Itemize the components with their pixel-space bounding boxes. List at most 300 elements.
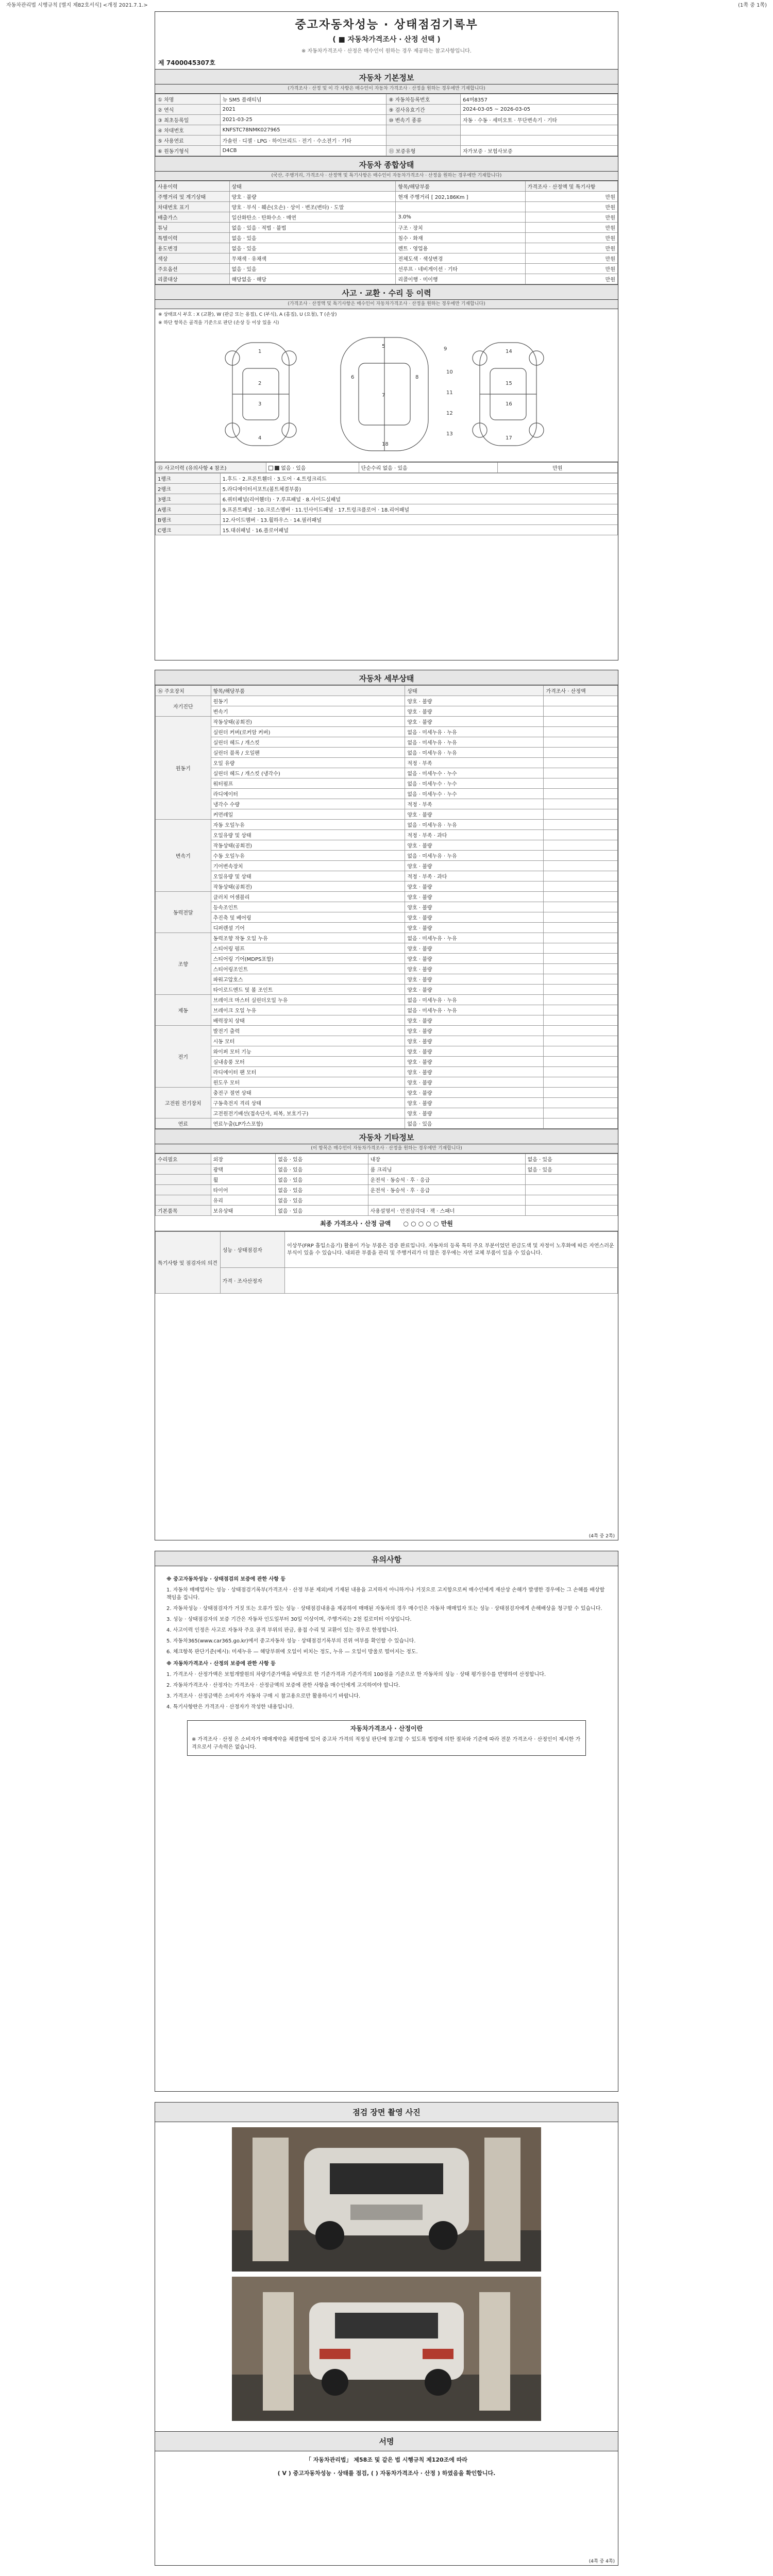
detail-state: 양호 · 불량 [405,923,544,933]
detail-state: 양호 · 불량 [405,964,544,974]
overall-header-state: 상태 [229,181,396,192]
other-table [155,1154,618,1216]
detail-price [544,1077,618,1088]
detail-item: 실내송풍 모터 [211,1057,405,1067]
detail-row [156,1005,618,1015]
page-meta [0,0,773,7]
detail-state: 없음 · 미세누유 · 누유 [405,851,544,861]
overall-row [156,212,618,223]
detail-price [544,840,618,851]
basic-value: 뉴 SM5 플래티넘 [220,94,386,105]
basic-row [156,135,618,146]
other-cell: 사용설명서 · 안전삼각대 · 잭 · 스패너 [368,1206,525,1216]
basic-value: 가솔린 · 디젤 · LPG · 하이브리드 · 전기 · 수소전기 · 기타 [220,135,386,146]
notice-item-4: 4. 사고이력 인정은 사고로 자동차 주요 골격 부위의 판금, 용접 수리 및 교환이 있는 경우로 한정합니다. [166,1628,398,1633]
detail-row [156,902,618,912]
part-number-2: 2 [258,381,262,386]
accident-summary-label: ⑮ 사고이력 (유의사항 4 참조) [156,463,266,473]
detail-row [156,1118,618,1129]
detail-item: 실린더 커버(로커암 커버) [211,727,405,737]
appraisal-box-title: 자동차가격조사 · 산정이란 [350,1725,423,1732]
detail-row [156,943,618,954]
other-cell [525,1185,617,1195]
rank-items: 15.대쉬패널 · 16.플로어패널 [220,525,617,535]
part-number-11: 11 [446,390,453,396]
overall-item-detail: 구조 · 장치 [396,223,525,233]
rank-row [156,525,618,535]
detail-item: 디퍼렌셜 기어 [211,923,405,933]
rank-label: 3랭크 [156,494,221,504]
special-appraiser-text [285,1268,618,1294]
special-table [155,1231,618,1294]
detail-row [156,1088,618,1098]
page-2-marker: (4쪽 중 2쪽) [589,1534,615,1539]
detail-row [156,1057,618,1067]
notice-item-3: 3. 성능 · 상태점검자의 보증 기간은 자동차 인도일부터 30일 이상이며, 주행거리는 2천 킬로미터 이상입니다. [166,1617,412,1622]
part-number-12: 12 [446,411,453,416]
detail-row [156,954,618,964]
detail-item: 작동상태(공회전) [211,717,405,727]
detail-price [544,1057,618,1067]
basic-key: ③ 최초등록일 [156,115,221,125]
basic-value: 2021-03-25 [220,115,386,125]
overall-item-state: 양호 · 부식 · 훼손(오손) · 상이 · 변조(변타) · 도말 [229,202,396,212]
detail-row [156,871,618,882]
overall-item-name: 튜닝 [156,223,230,233]
notice-price-item-1: 1. 가격조사 · 산정가액은 보험개발원의 차량기준가액을 바탕으로 한 기준가격과 기준가격의 100점을 기준으로 한 자동차의 성능 · 상태 평가점수를 반영하여 산정합니다. [166,1672,546,1677]
part-number-7: 7 [382,393,385,398]
overall-item-detail: 렌트 · 영업용 [396,243,525,253]
detail-price [544,1108,618,1118]
detail-header-device: ⑯ 주요장치 [156,686,211,696]
notice-page [155,1551,618,2092]
detail-row [156,820,618,830]
rank-row [156,504,618,515]
notice-title: 유의사항 [155,1551,618,1566]
overall-item-name: 배출가스 [156,212,230,223]
sign-line-1: 「 자동차관리법」 제58조 및 같은 법 시행규칙 제120조에 따라 [305,2456,468,2463]
detail-price [544,789,618,799]
detail-item: 실린더 블록 / 오일팬 [211,748,405,758]
detail-price [544,1046,618,1057]
detail-state: 없음 · 미세누유 · 누유 [405,737,544,748]
final-price [155,1216,618,1231]
overall-item-state: 무채색 · 유채색 [229,253,396,264]
detail-row [156,882,618,892]
part-number-18: 18 [382,442,389,447]
detail-price [544,943,618,954]
other-cell: 보유상태 [211,1206,276,1216]
detail-item: 등속조인트 [211,902,405,912]
overall-row [156,243,618,253]
detail-state: 양호 · 불량 [405,861,544,871]
overall-row [156,202,618,212]
basic-value [461,135,618,146]
detail-state: 양호 · 불량 [405,882,544,892]
overall-item-price: 만원 [525,243,617,253]
detail-state: 없음 · 미세누유 · 누유 [405,727,544,737]
detail-price [544,954,618,964]
detail-row [156,974,618,985]
detail-row [156,964,618,974]
notice-price-item-4: 4. 특기사항란은 가격조사 · 산정자가 작성한 내용입니다. [166,1704,294,1710]
other-title: 자동차 기타정보 [155,1129,618,1144]
detail-state: 양호 · 불량 [405,1036,544,1046]
basic-row [156,105,618,115]
detail-price [544,933,618,943]
overall-item-price: 만원 [525,192,617,202]
detail-item: 구동축전지 격리 상태 [211,1098,405,1108]
overall-row [156,253,618,264]
detail-group-name: 고전원 전기장치 [156,1088,211,1118]
detail-row [156,1067,618,1077]
detail-row [156,768,618,778]
final-price-label: 최종 가격조사 · 산정 금액 [320,1220,391,1227]
overall-item-price: 만원 [525,223,617,233]
rank-label: B랭크 [156,515,221,525]
detail-state: 양호 · 불량 [405,1015,544,1026]
basic-value: 자동 · 수동 · 세미오토 · 무단변속기 · 기타 [461,115,618,125]
basic-info-note: (가격조사 · 산정 및 이 각 사항은 매수인이 자동차 가격조사 · 산정을 원하는 경우에만 기재합니다) [155,84,618,94]
detail-row [156,995,618,1005]
overall-item-name: 차대번호 표기 [156,202,230,212]
detail-item: 스티어링 펌프 [211,943,405,954]
notice-price-item-2: 2. 자동차가격조사 · 산정자는 가격조사 · 산정금액의 보증에 관한 사항을 매수인에게 고지하여야 합니다. [166,1683,400,1688]
detail-state: 양호 · 불량 [405,943,544,954]
detail-state: 없음 · 미세누유 · 누유 [405,933,544,943]
detail-state: 없음 · 미세누유 · 누유 [405,748,544,758]
overall-header-item: 항목/해당부품 [396,181,525,192]
part-number-10: 10 [446,369,453,375]
overall-row [156,192,618,202]
overall-table [155,181,618,284]
detail-state: 양호 · 불량 [405,902,544,912]
detail-row [156,727,618,737]
detail-price [544,717,618,727]
detail-item: 브레이크 마스터 실린더오일 누유 [211,995,405,1005]
detail-price [544,1088,618,1098]
detail-state: 양호 · 불량 [405,985,544,995]
detail-item: 고전원전기배선(접속단자, 피복, 보호기구) [211,1108,405,1118]
detail-state: 없음 · 미세누수 · 누수 [405,778,544,789]
detail-row [156,778,618,789]
detail-price [544,892,618,902]
other-row [156,1154,618,1164]
other-cell [156,1164,211,1175]
detail-price [544,758,618,768]
detail-row [156,717,618,727]
detail-row [156,1026,618,1036]
detail-price [544,696,618,706]
notice-body [155,1566,618,1761]
detail-row [156,933,618,943]
overall-item-name: 색상 [156,253,230,264]
overall-title: 자동차 종합상태 [155,156,618,172]
detail-item: 배력장치 상태 [211,1015,405,1026]
detail-price [544,1015,618,1026]
part-number-5: 5 [382,344,385,349]
part-number-1: 1 [258,349,262,354]
detail-state: 양호 · 불량 [405,696,544,706]
basic-key: ② 연식 [156,105,221,115]
record-page-2 [155,670,618,1540]
overall-item-name: 주행거리 및 계기상태 [156,192,230,202]
basic-value: 64머8357 [461,94,618,105]
page-4-marker: (4쪽 중 4쪽) [589,2559,615,2564]
detail-item: 기어변속장치 [211,861,405,871]
detail-price [544,748,618,758]
overall-item-price: 만원 [525,202,617,212]
detail-row [156,789,618,799]
photo-title: 점검 장면 촬영 사진 [155,2103,618,2122]
other-cell: 룸 크리닝 [368,1164,525,1175]
other-cell: 없음 · 있음 [525,1164,617,1175]
record-page-1 [155,11,618,660]
overall-item-name: 특별이력 [156,233,230,243]
overall-item-price: 만원 [525,264,617,274]
detail-state: 양호 · 불량 [405,1046,544,1057]
detail-price [544,727,618,737]
detail-item: 스티어링 기어(MDPS포함) [211,954,405,964]
basic-key: ⑥ 원동기형식 [156,146,221,156]
detail-item: 변속기 [211,706,405,717]
detail-item: 시동 모터 [211,1036,405,1046]
rank-items: 12.사이드멤버 · 13.휠하우스 · 14.필러패널 [220,515,617,525]
form-reference: 자동차관리법 시행규칙 [별지 제82호서식] <개정 2021.7.1.> [6,3,148,8]
detail-item: 원동기 [211,696,405,706]
detail-row [156,799,618,809]
overall-row [156,264,618,274]
detail-price [544,861,618,871]
other-cell: 없음 · 있음 [276,1206,368,1216]
detail-price [544,912,618,923]
detail-row [156,706,618,717]
overall-item-price: 만원 [525,253,617,264]
appraisal-box-text: ※ 가격조사 · 산정 은 소비자가 매매계약을 체결함에 있어 중고차 가격의 적정성 판단에 참고할 수 있도록 법령에 의한 절차와 기준에 따라 전문 가격조사 · 산정인이 제시한 가격으로서 구속력은 없습니다. [192,1737,581,1750]
notice-item-6: 6. 체크항목 판단기준(예시): 미세누유 — 해당부위에 오일이 비치는 정도, 누유 — 오일이 방울로 떨어지는 정도. [166,1649,418,1655]
rank-items: 5.라디에이터서포트(볼트체결부품) [220,484,617,494]
detail-state: 적정 · 부족 · 과다 [405,830,544,840]
detail-header-item: 항목/해당부품 [211,686,405,696]
accident-summary-value: 없음 · 있음 [266,463,359,473]
special-label: 특기사항 및 점검자의 의견 [156,1232,221,1294]
other-cell: 외장 [211,1154,276,1164]
detail-row [156,696,618,706]
other-cell [156,1185,211,1195]
detail-state: 양호 · 불량 [405,1108,544,1118]
detail-item: 윈도우 모터 [211,1077,405,1088]
detail-header-price: 가격조사 · 산정액 [544,686,618,696]
detail-state: 적정 · 부족 [405,758,544,768]
detail-row [156,758,618,768]
overall-header-price: 가격조사 · 산정액 및 특기사항 [525,181,617,192]
detail-price [544,923,618,933]
detail-state: 양호 · 불량 [405,1098,544,1108]
basic-key: ⑤ 사용연료 [156,135,221,146]
frame-price-note: 만원 [497,463,617,473]
overall-header-history: 사용이력 [156,181,230,192]
detail-price [544,1036,618,1046]
basic-value: KNFSTC78NMK027965 [220,125,386,135]
notice-price-item-3: 3. 가격조사 · 산정금액은 소비자가 자동차 구매 시 참고용으로만 활용하시기 바랍니다. [166,1693,361,1699]
detail-item: 타이로드엔드 및 볼 조인트 [211,985,405,995]
overall-item-detail: 선루프 · 네비게이션 · 기타 [396,264,525,274]
basic-row [156,146,618,156]
detail-state: 양호 · 불량 [405,1057,544,1067]
accident-summary-table [155,462,618,473]
part-number-14: 14 [506,349,512,354]
rank-items: 9.프론트패널 · 10.크로스멤버 · 11.인사이드패널 · 17.트렁크플로어 · 18.리어패널 [220,504,617,515]
rank-label: 2랭크 [156,484,221,494]
other-cell: 운전석 · 동승석 · 후 · 응급 [368,1175,525,1185]
rank-table [155,473,618,535]
overall-item-state: 없음 · 있음 [229,243,396,253]
basic-key: ⑪ 보증유형 [386,146,461,156]
detail-state: 양호 · 불량 [405,809,544,820]
photo-front-svg [232,2127,541,2272]
basic-value: 자가보증 · 보험사보증 [461,146,618,156]
detail-state: 양호 · 불량 [405,840,544,851]
detail-state: 양호 · 불량 [405,892,544,902]
detail-item: 실린더 헤드 / 개스킷 (냉각수) [211,768,405,778]
detail-row [156,1036,618,1046]
detail-price [544,1026,618,1036]
sign-title: 서명 [155,2431,618,2451]
detail-price [544,851,618,861]
detail-item: 자동 오일누유 [211,820,405,830]
sign-line-2: ( V ) 중고자동차성능 · 상태를 점검, ( ) 자동차가격조사 · 산정 ) 하였음을 확인합니다. [277,2470,496,2477]
part-number-3: 3 [258,401,262,407]
part-number-9: 9 [444,346,447,352]
rank-label: C랭크 [156,525,221,535]
other-cell: 휠 [211,1175,276,1185]
part-number-16: 16 [506,401,512,407]
detail-row [156,861,618,871]
detail-item: 라디에이터 [211,789,405,799]
basic-row [156,94,618,105]
detail-item: 동력조향 작동 오일 누유 [211,933,405,943]
detail-price [544,1067,618,1077]
detail-item: 작동상태(공회전) [211,840,405,851]
other-note: (이 항목은 매수인이 자동차가격조사 · 산정을 원하는 경우에만 기재합니다) [155,1144,618,1154]
detail-group-name: 전기 [156,1026,211,1088]
part-number-17: 17 [506,435,512,441]
other-cell: 없음 · 있음 [276,1195,368,1206]
detail-state: 없음 · 미세누유 · 누유 [405,1005,544,1015]
detail-price [544,830,618,840]
basic-row [156,125,618,135]
appraisal-info-box [187,1720,586,1756]
rank-row [156,484,618,494]
part-number-15: 15 [506,381,512,386]
overall-item-name: 용도변경 [156,243,230,253]
part-number-6: 6 [351,375,355,380]
overall-item-price: 만원 [525,274,617,284]
other-cell [525,1206,617,1216]
detail-price [544,1098,618,1108]
other-cell: 없음 · 있음 [276,1154,368,1164]
other-cell [156,1195,211,1206]
notice-heading-2: ※ 자동차가격조사 · 산정의 보증에 관한 사항 등 [166,1661,276,1667]
overall-item-price: 만원 [525,233,617,243]
detail-item: 작동상태(공회전) [211,882,405,892]
overall-item-detail: 현재 주행거리 [ 202,186Km ] [396,192,525,202]
detail-item: 오일유량 및 상태 [211,871,405,882]
detail-group-name: 원동기 [156,717,211,820]
detail-item: 클러치 어셈블리 [211,892,405,902]
detail-item: 워터펌프 [211,778,405,789]
other-cell: 없음 · 있음 [276,1185,368,1195]
basic-value: D4CB [220,146,386,156]
detail-item: 브레이크 오일 누유 [211,1005,405,1015]
detail-state: 적정 · 부족 · 과다 [405,871,544,882]
detail-price [544,1005,618,1015]
detail-item: 수동 오일누유 [211,851,405,861]
detail-row [156,737,618,748]
detail-group-name: 동력전달 [156,892,211,933]
photo-rear-svg [232,2277,541,2421]
detail-item: 오일유량 및 상태 [211,830,405,840]
basic-key: ⑩ 변속기 종류 [386,115,461,125]
overall-item-state: 없음 · 있음 [229,264,396,274]
detail-price [544,964,618,974]
detail-price [544,882,618,892]
basic-value: 2024-03-05 ~ 2026-03-05 [461,105,618,115]
detail-item: 스티어링조인트 [211,964,405,974]
detail-item: 충전구 절연 상태 [211,1088,405,1098]
overall-row [156,223,618,233]
detail-row [156,809,618,820]
notice-item-1: 1. 자동차 매매업자는 성능 · 상태점검기록부(가격조사 · 산정 부분 제외)에 기재된 내용을 고지하지 아니하거나 거짓으로 고지함으로써 매수인에게 재산상 손해가 발생한 경우에는 그 손해를 배상할 책임을 집니다. [166,1587,605,1601]
detail-state: 양호 · 불량 [405,1026,544,1036]
detail-row [156,830,618,840]
other-cell: 타이어 [211,1185,276,1195]
other-row [156,1175,618,1185]
detail-row [156,840,618,851]
notice-heading-1: ※ 중고자동차성능 · 상태점검의 보증에 관한 사항 등 [166,1577,286,1582]
special-text: 이상무(FRP 흡입소음기) 활용이 가능 부품은 검증 완료입니다. 자동차의 등록 특히 주요 부분이었던 판금도색 및 자정이 노후화에 따른 자연스러운 부식이 있을 수 있습니다. 내외관 부품을 관리 및 주행거리가 더 많은 경우에는 자연 교체 부품이 있을 수 있습니다. [285,1232,618,1268]
other-cell: 없음 · 있음 [276,1164,368,1175]
detail-table [155,685,618,1129]
overall-item-detail: 전체도색 · 색상변경 [396,253,525,264]
other-cell: 운전석 · 동승석 · 후 · 응급 [368,1185,525,1195]
detail-group-name: 자기진단 [156,696,211,717]
overall-item-detail [396,202,525,212]
overall-item-detail: 리콜이행 · 미이행 [396,274,525,284]
detail-price [544,799,618,809]
rank-items: 1.후드 · 2.프론트휀더 · 3.도어 · 4.트렁크리드 [220,473,617,484]
overall-item-state: 해당없음 · 해당 [229,274,396,284]
overall-item-state: 양호 · 불량 [229,192,396,202]
part-number-13: 13 [446,431,453,437]
detail-price [544,902,618,912]
overall-note: (국산, 주행거리, 가격조사 · 산정액 및 특기사항은 매수인이 자동차가격조사 · 산정을 원하는 경우에만 기재합니다) [155,172,618,181]
other-cell [368,1195,525,1206]
other-cell: 내장 [368,1154,525,1164]
overall-item-name: 주요옵션 [156,264,230,274]
car-outline-svg [155,327,618,462]
detail-header-state: 상태 [405,686,544,696]
detail-state: 없음 · 미세누수 · 누수 [405,768,544,778]
other-cell [156,1175,211,1185]
detail-state: 양호 · 불량 [405,706,544,717]
form-note: ※ 자동차가격조사 · 산정은 매수인이 원하는 경우 제공하는 참고사항입니다. [301,48,472,54]
other-row [156,1185,618,1195]
detail-state: 적정 · 부족 [405,799,544,809]
photo-page [155,2102,618,2566]
detail-item: 와이퍼 모터 기능 [211,1046,405,1057]
rank-row [156,515,618,525]
